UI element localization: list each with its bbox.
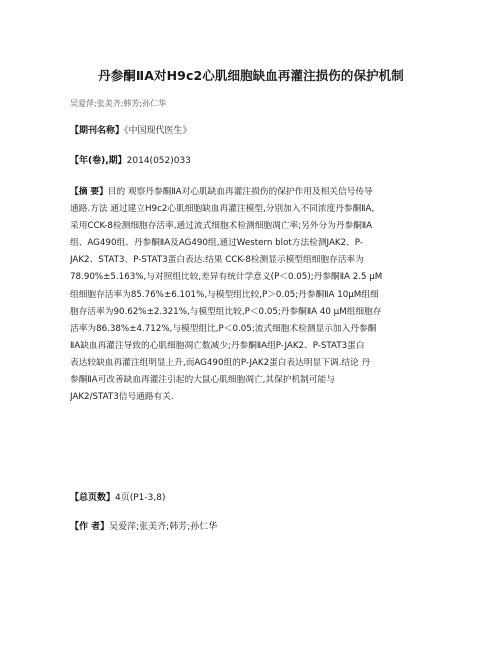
abstract-line: 参酮ⅡA可改善缺血再灌注引起的大鼠心肌细胞凋亡,其保护机制可能与 bbox=[70, 375, 335, 386]
abstract-line: 组细胞存活率为85.76%±6.101%,与模型组比较,P＞0.05;丹参酮ⅡA 10μM组细 bbox=[70, 289, 379, 300]
abstract-line: 胞存活率为90.62%±2.321%,与模型组比较,P＜0.05;丹参酮ⅡA 40 μM组细胞存 bbox=[70, 306, 382, 317]
abstract-line bbox=[70, 184, 436, 201]
abstract-line: 组、AG490组、丹参酮ⅡA及AG490组,通过Western blot方法检测JAK2、P- bbox=[70, 238, 363, 249]
abstract-line: 78.90%±5.163%,与对照组比较,差异有统计学意义(P＜0.05);丹参酮ⅡA 2.5 μM bbox=[70, 272, 383, 283]
abstract-text: 目的 观察丹参酮ⅡA对心肌缺血再灌注损伤的保护作用及相关信号传导 bbox=[107, 187, 373, 197]
abstract-line: JAK2、STAT3、P-STAT3蛋白表达.结果 CCK-8检测显示模型组细胞存活率为 bbox=[70, 255, 364, 266]
issue-value: 2014(052)033 bbox=[126, 156, 191, 166]
abstract-block bbox=[70, 184, 436, 406]
journal-value: 《中国现代医生》 bbox=[124, 126, 192, 136]
journal-label: 【期刊名称】 bbox=[70, 126, 125, 136]
authors-line: 吴爱萍;张美齐;韩芳;孙仁华 bbox=[70, 99, 167, 108]
abstract-line: 表达较缺血再灌注组明显上升,而AG490组的P-JAK2蛋白表达明显下调.结论 丹 bbox=[70, 357, 371, 368]
journal-field bbox=[70, 125, 192, 137]
abstract-line: JAK2/STAT3信号通路有关. bbox=[70, 392, 174, 403]
pages-value: 4页(P1-3,8) bbox=[115, 493, 166, 503]
abstract-line: 采用CCK-8检测细胞存活率,通过流式细胞术检测细胞凋亡率;另外分为丹参酮ⅡA bbox=[70, 221, 373, 232]
abstract-line: 活率为86.38%±4.712%,与模型组比,P＜0.05;流式细胞术检测显示加入丹参酮 bbox=[70, 323, 377, 334]
author-value: 吴爱萍;张美齐;韩芳;孙仁华 bbox=[109, 522, 218, 532]
abstract-line: ⅡA缺血再灌注导致的心肌细胞凋亡数减少;丹参酮ⅡA组P-JAK2、P-STAT3蛋白 bbox=[70, 340, 365, 351]
pages-field bbox=[70, 492, 165, 504]
document-title: 丹参酮ⅡA对H9c2心肌细胞缺血再灌注损伤的保护机制 bbox=[98, 68, 404, 83]
author-field bbox=[70, 521, 217, 533]
pages-label: 【总页数】 bbox=[70, 493, 116, 503]
abstract-label: 【摘 要】 bbox=[70, 187, 108, 197]
issue-label: 【年(卷),期】 bbox=[70, 156, 127, 166]
issue-field bbox=[70, 155, 191, 167]
abstract-line: 通路.方法 通过建立H9c2心肌细胞缺血再灌注模型,分别加入不同浓度丹参酮ⅡA, bbox=[70, 204, 375, 215]
author-label: 【作 者】 bbox=[70, 522, 110, 532]
